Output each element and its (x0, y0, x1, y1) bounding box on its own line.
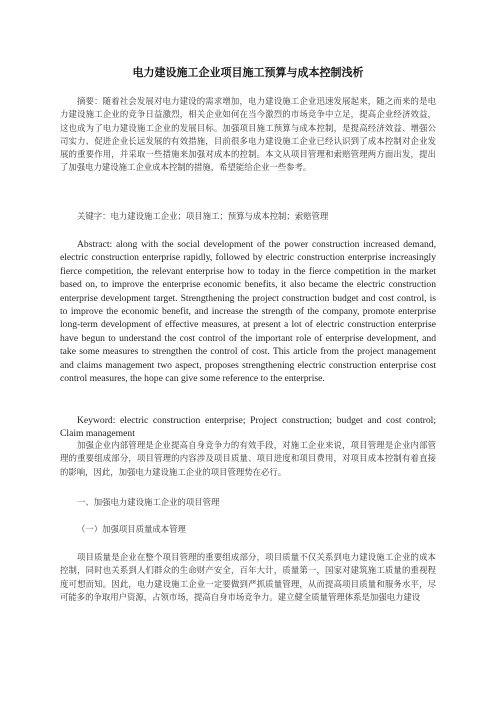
abstract-en: Abstract: along with the social development of the power construction increased demand, electric construction enterprise rapidly, followed by electric construction enterprise increasingly fierce competition, the relevant enterprise how to today in the fierce competition in the market based on, to improve the enterprise economic benefits, it also became the electric construction enterprise development target. Strengthening the project construction budget and cost control, is to improve the economic benefit, and increase the strength of the company, promote enterprise long-term development of effective measures, at present a lot of electric construction enterprise have begun to understand the cost control of the important role of enterprise development, and take some measures to strengthen the control of cost. This article from the project management and claims management two aspect, proposes strengthening electric construction enterprise cost control measures, the hope can give some reference to the enterprise. (60, 239, 436, 385)
section-heading-1: 一、加强电力建设施工企业的项目管理 (77, 497, 220, 507)
intro-paragraph: 加强企业内部管理是企业提高自身竞争力的有效手段，对施工企业来说，项目管理是企业内部管理的重要组成部分，项目管理的内容涉及项目质量、项目进度和项目费用，对项目成本控制有着直接的影响，因此，加强电力建设施工企业的项目管理势在必行。 (60, 440, 436, 477)
keywords-en: Keyword: electric construction enterprise; Project construction; budget and cost control; Claim management (60, 415, 436, 440)
document-title: 电力建设施工企业项目施工预算与成本控制浅析 (132, 66, 364, 79)
keywords-cn: 关键字：电力建设施工企业；项目施工；预算与成本控制；索赔管理 (77, 211, 329, 221)
body-paragraph-1: 项目质量是企业在整个项目管理的重要组成部分，项目质量不仅关系到电力建设施工企业的成本控制，同时也关系到人们群众的生命财产安全，百年大计，质量第一，国家对建筑施工质量的重视程度可想而知。因此，电力建设施工企业一定要做到严抓质量管理，从而提高项目质量和服务水平，尽可能多的争取用户资源，占领市场，提高自身市场竞争力。建立健全质量管理体系是加强电力建设 (60, 552, 436, 602)
subsection-heading-1-1: （一）加强项目质量成本管理 (77, 524, 186, 534)
abstract-cn: 摘要：随着社会发展对电力建设的需求增加，电力建设施工企业迅速发展起来，随之而来的是电力建设施工企业的竞争日益激烈，相关企业如何在当今激烈的市场竞争中立足，提高企业经济效益，这也成为了电力建设施工企业的发展目标。加强项目施工预算与成本控制，是提高经济效益、增强公司实力、促进企业长远发展的有效措施，目前很多电力建设施工企业已经认识到了成本控制对企业发展的重要作用，并采取一些措施来加强对成本的控制。本文从项目管理和索赔管理两方面出发，提出了加强电力建设施工企业成本控制的措施，希望能给企业一些参考。 (60, 96, 436, 173)
